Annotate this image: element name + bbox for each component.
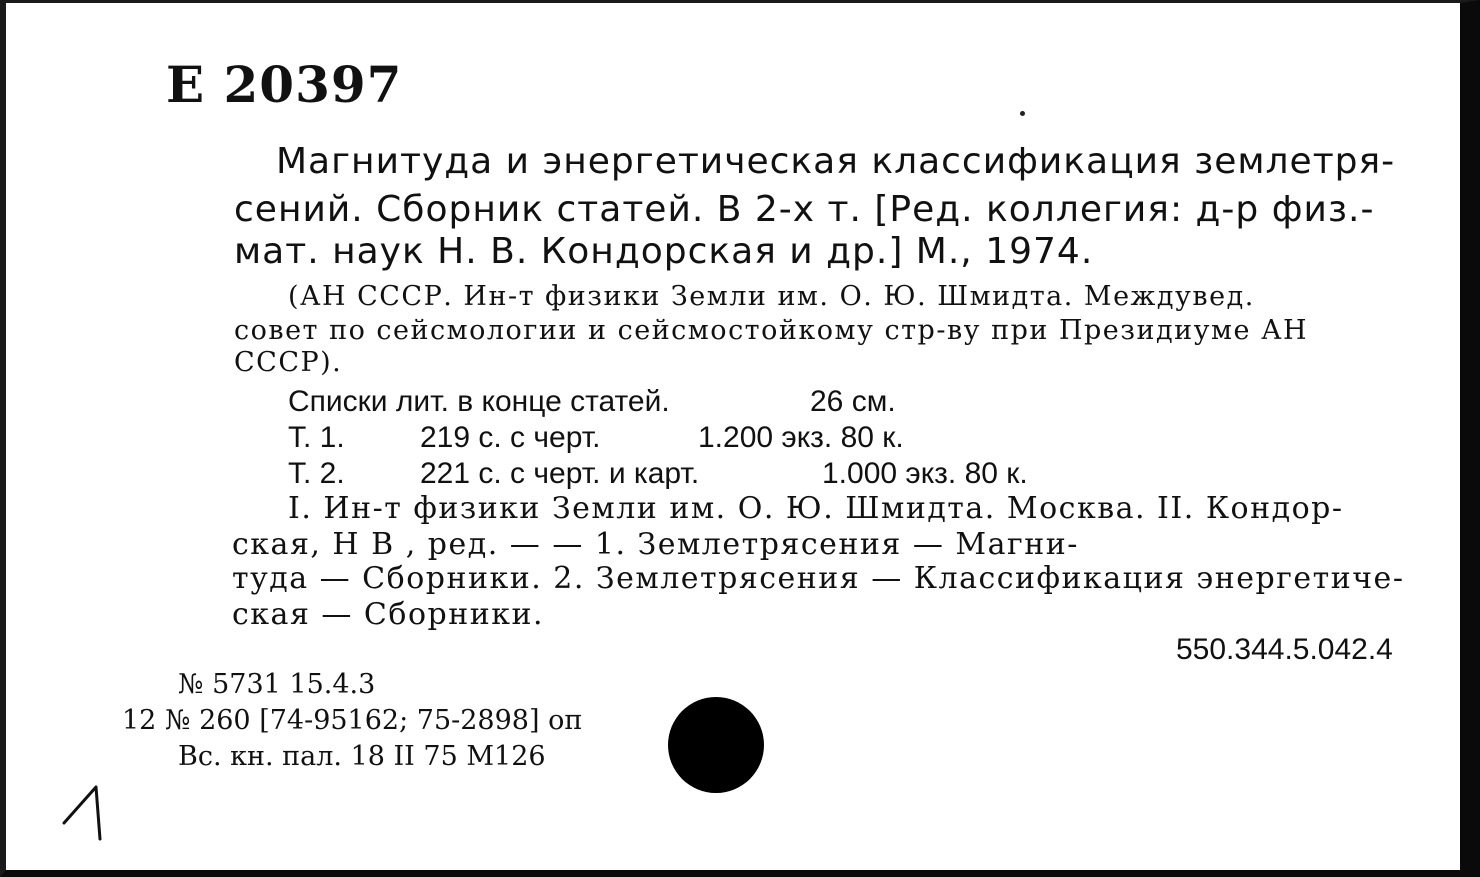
subject-line-2: ская, Н В , ред. — — 1. Землетрясения — Магни-: [232, 527, 1079, 562]
title-line-3: мат. наук Н. В. Кондорская и др.] М., 1974.: [234, 231, 1094, 272]
notes-lit: Списки лит. в конце статей.: [288, 385, 670, 418]
punch-hole: [668, 697, 764, 793]
ink-speck: [1020, 111, 1025, 116]
series-line-3: СССР).: [234, 347, 343, 378]
volume-1-label: Т. 1.: [288, 421, 345, 454]
catalog-number: Е 20397: [166, 55, 403, 114]
title-line-1: Магнитуда и энергетическая классификация землетря-: [276, 141, 1396, 182]
volume-1-pages: 219 с. с черт.: [420, 421, 601, 454]
handwritten-mark: [56, 781, 116, 847]
volume-2-label: Т. 2.: [288, 457, 345, 490]
subject-line-3: туда — Сборники. 2. Землетрясения — Классификация энергетиче-: [232, 561, 1405, 596]
volume-2-pages: 221 с. с черт. и карт.: [420, 457, 700, 490]
footer-line-3: Вс. кн. пал. 18 II 75 М126: [178, 741, 546, 772]
series-line-1: (АН СССР. Ин-т физики Земли им. О. Ю. Шмидта. Междувед.: [288, 281, 1255, 312]
subject-line-4: ская — Сборники.: [232, 597, 544, 632]
notes-size: 26 см.: [810, 385, 896, 418]
footer-line-1: № 5731 15.4.3: [178, 669, 376, 700]
title-line-2: сений. Сборник статей. В 2-х т. [Ред. коллегия: д-р физ.-: [234, 189, 1375, 230]
volume-2-copies: 1.000 экз. 80 к.: [822, 457, 1028, 490]
udc-code: 550.344.5.042.4: [1176, 633, 1393, 666]
subject-line-1: I. Ин-т физики Земли им. О. Ю. Шмидта. Москва. II. Кондор-: [288, 491, 1344, 526]
volume-1-copies: 1.200 экз. 80 к.: [698, 421, 904, 454]
footer-line-2: 12 № 260 [74-95162; 75-2898] оп: [122, 705, 583, 736]
series-line-2: совет по сейсмологии и сейсмостойкому стр-ву при Президиуме АН: [234, 315, 1309, 346]
